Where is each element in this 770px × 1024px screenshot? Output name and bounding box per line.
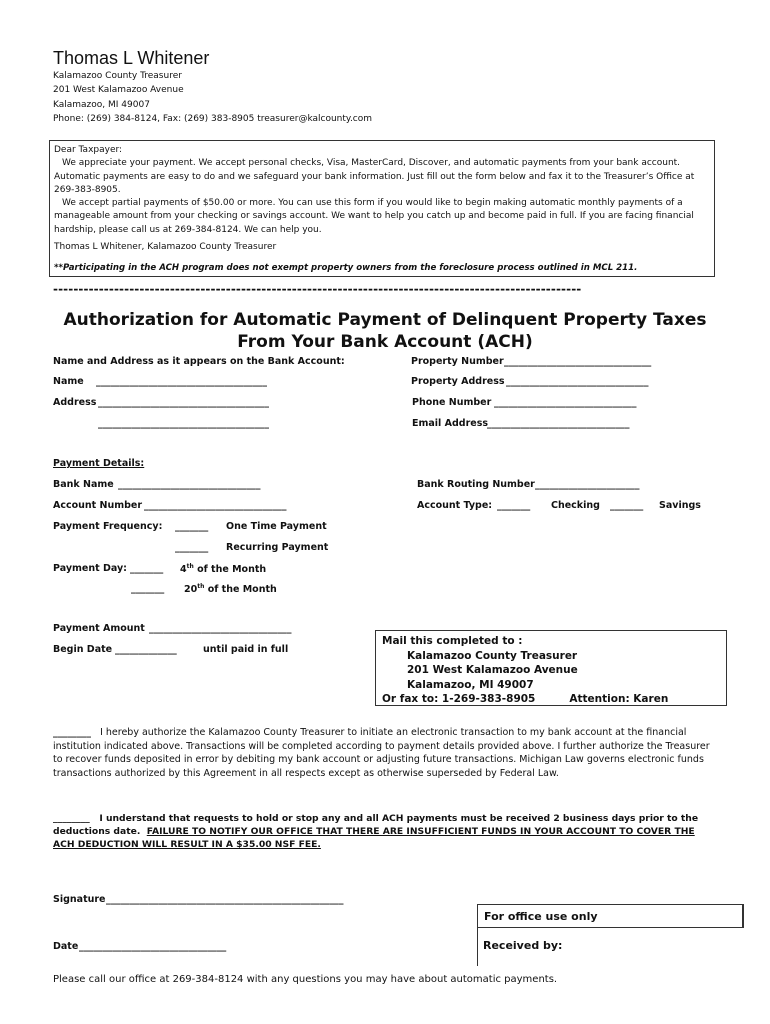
office-contact: Phone: (269) 384-8124, Fax: (269) 383-8905 treasurer@kalcounty.com: [53, 114, 373, 124]
signature-field[interactable]: __________________________________________________: [106, 894, 344, 905]
ach-hold-paragraph: [53, 812, 713, 851]
received-by-label: Received by:: [483, 939, 563, 952]
name-address-heading: Name and Address as it appears on the Bank Account:: [53, 356, 345, 367]
address-label: Address: [53, 397, 97, 408]
authorization-initial-field[interactable]: ________: [53, 727, 91, 738]
bank-name-field[interactable]: ______________________________: [118, 479, 261, 490]
property-address-field[interactable]: ______________________________: [506, 376, 649, 387]
received-by-row: [477, 928, 744, 966]
office-title: Kalamazoo County Treasurer: [53, 71, 182, 81]
foreclosure-notice: **Participating in the ACH program does not exempt property owners from the foreclosure process outlined in MCL 211.: [54, 263, 638, 274]
email-field[interactable]: ______________________________: [487, 418, 630, 429]
mail-heading: Mail this completed to :: [382, 635, 523, 647]
email-label: Email Address: [412, 418, 489, 429]
payment-amount-field[interactable]: ______________________________: [149, 623, 292, 634]
mail-fax: Or fax to: 1-269-383-8905: [382, 693, 536, 705]
office-use-header: [477, 904, 744, 928]
account-number-label: Account Number: [53, 500, 143, 511]
date-label: Date: [53, 941, 79, 952]
office-box-edge: [742, 904, 744, 928]
address-field-line-2[interactable]: ____________________________________: [98, 418, 269, 429]
office-use-box: [477, 904, 744, 966]
form-title: Authorization for Automatic Payment of Delinquent Property Taxes: [63, 310, 707, 330]
day-4-label: 4th of the Month: [180, 563, 267, 576]
property-address-label: Property Address: [411, 376, 505, 387]
day-4-field[interactable]: _______: [130, 563, 164, 574]
mail-attention: Attention: Karen: [569, 693, 669, 705]
payment-frequency-label: Payment Frequency:: [53, 521, 163, 532]
savings-field[interactable]: _______: [610, 500, 644, 511]
routing-number-label: Bank Routing Number: [417, 479, 535, 490]
letter-paragraph-1: We appreciate your payment. We accept personal checks, Visa, MasterCard, Discover, and automatic payments from your bank account. Automatic payments are easy to do and we safeguard your bank information. Just fill out the form below and fax it to the Treasurer’s Office at 269-383-8905.: [54, 158, 695, 195]
one-time-field[interactable]: _______: [175, 521, 209, 532]
form-subtitle: From Your Bank Account (ACH): [237, 332, 533, 352]
treasurer-name: Thomas L Whitener: [53, 48, 210, 68]
letter-box: [49, 140, 715, 277]
office-street: 201 West Kalamazoo Avenue: [53, 85, 184, 95]
routing-number-field[interactable]: ______________________: [535, 479, 640, 490]
footer-note: Please call our office at 269-384-8124 with any questions you may have about automatic payments.: [53, 974, 558, 985]
authorization-paragraph: [53, 726, 713, 780]
day-20-field[interactable]: _______: [131, 583, 165, 594]
checking-field[interactable]: _______: [497, 500, 531, 511]
nsf-fee-warning: FAILURE TO NOTIFY OUR OFFICE THAT THERE ARE INSUFFICIENT FUNDS IN YOUR ACCOUNT TO COVER THE ACH DEDUCTION WILL RESULT IN A $35.00 NSF FEE.: [53, 826, 695, 850]
mail-street: 201 West Kalamazoo Avenue: [407, 664, 578, 676]
checking-label: Checking: [551, 500, 600, 511]
bank-name-label: Bank Name: [53, 479, 114, 490]
office-city: Kalamazoo, MI 49007: [53, 100, 150, 110]
recurring-field[interactable]: _______: [175, 542, 209, 553]
begin-date-field[interactable]: _____________: [115, 644, 177, 655]
mail-recipient: Kalamazoo County Treasurer: [407, 649, 578, 662]
day-20-label: 20th of the Month: [184, 583, 277, 596]
address-field[interactable]: ____________________________________: [98, 397, 269, 408]
one-time-label: One Time Payment: [226, 521, 327, 532]
letter-greeting: Dear Taxpayer:: [54, 145, 123, 155]
phone-field[interactable]: ______________________________: [494, 397, 637, 408]
begin-date-suffix: until paid in full: [203, 644, 289, 655]
account-number-field[interactable]: ______________________________: [144, 500, 287, 511]
phone-label: Phone Number: [412, 397, 492, 408]
recurring-label: Recurring Payment: [226, 542, 329, 553]
name-label: Name: [53, 376, 84, 387]
mail-fax-line: [382, 692, 726, 707]
mailing-instructions-box: [375, 630, 727, 706]
authorization-text: I hereby authorize the Kalamazoo County Treasurer to initiate an electronic transaction to my bank account at the financial institution indicated above. Transactions will be completed according to payment details provided above. I further authorize the Treasurer to recover funds deposited in error by debiting my bank account or adjusting future transactions. Michigan Law governs electronic funds transactions authorized by this Agreement in all respects except as otherwise superseded by Federal Law.: [53, 727, 710, 779]
cut-line: --------------------------------------------------------------------------------------------------------: [53, 282, 582, 296]
payment-day-label: Payment Day:: [53, 563, 127, 574]
letter-paragraph-2: We accept partial payments of $50.00 or more. You can use this form if you would like to begin making automatic monthly payments of a manageable amount from your checking or savings account. We want to help you catch up and become paid in full. If you are facing financial hardship, please call us at 269-384-8124. We can help you.: [54, 198, 694, 235]
savings-label: Savings: [659, 500, 701, 511]
begin-date-label: Begin Date: [53, 644, 113, 655]
payment-amount-label: Payment Amount: [53, 623, 145, 634]
date-field[interactable]: _______________________________: [79, 941, 227, 952]
ach-hold-initial-field[interactable]: ________: [53, 813, 90, 824]
letter-signoff: Thomas L Whitener, Kalamazoo County Treasurer: [54, 242, 277, 253]
ach-hold-text: I understand that requests to hold or stop any and all ACH payments must be received 2 business days prior to the deductions date.: [53, 813, 699, 837]
signature-label: Signature: [53, 894, 106, 905]
account-type-label: Account Type:: [417, 500, 493, 511]
name-field[interactable]: ____________________________________: [96, 376, 267, 387]
mail-city: Kalamazoo, MI 49007: [407, 678, 534, 691]
property-number-field[interactable]: _______________________________: [504, 356, 652, 367]
property-number-label: Property Number: [411, 356, 504, 367]
office-use-label: For office use only: [484, 910, 598, 923]
payment-details-heading: Payment Details:: [53, 458, 145, 469]
